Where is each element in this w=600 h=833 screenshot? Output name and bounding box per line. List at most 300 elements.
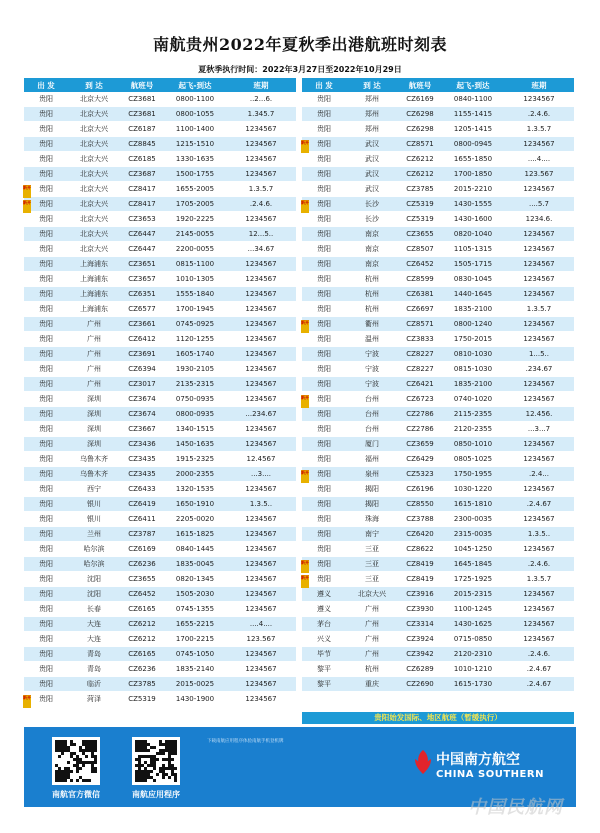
table-row xyxy=(302,602,574,617)
cell-days-text: 12.456. xyxy=(525,410,553,418)
cell-days-text: 1234567 xyxy=(245,380,277,388)
cell-to xyxy=(346,409,398,419)
cell-flight xyxy=(120,500,164,508)
cell-days-text: 1234567 xyxy=(245,680,277,688)
cell-time-text: 1655-2005 xyxy=(175,185,215,193)
cell-days xyxy=(504,665,574,673)
cell-from xyxy=(302,154,346,164)
table-row xyxy=(24,467,296,482)
cell-flight-text: CZ3651 xyxy=(128,260,156,268)
cell-days xyxy=(226,410,296,418)
cell-to-text: 广州 xyxy=(365,605,379,613)
cell-from-text: 贵阳 xyxy=(39,230,53,238)
new-route-badge: 新开 xyxy=(301,200,309,213)
qr-module xyxy=(76,779,79,782)
cell-time-text: 2120-2310 xyxy=(453,650,493,658)
cell-from xyxy=(24,199,68,209)
cell-from xyxy=(302,649,346,659)
cell-to xyxy=(346,559,398,569)
cell-from xyxy=(302,139,346,149)
cell-time-text: 1205-1415 xyxy=(453,125,493,133)
qr-module xyxy=(94,770,97,773)
cell-to xyxy=(346,274,398,284)
cell-flight-text: CZ3661 xyxy=(128,320,156,328)
qr-module xyxy=(174,779,177,782)
cell-days-text: 1234567 xyxy=(523,185,555,193)
cell-flight xyxy=(120,665,164,673)
cell-time xyxy=(442,560,504,568)
cell-to xyxy=(68,379,120,389)
cell-to xyxy=(346,379,398,389)
cell-days-text: 1.3.5.7 xyxy=(526,305,552,313)
qr-module xyxy=(153,779,156,782)
cell-flight xyxy=(120,680,164,688)
cell-time xyxy=(164,185,226,193)
cell-days-text: 1234567 xyxy=(523,290,555,298)
cell-from xyxy=(24,574,68,584)
cell-flight-text: CZ3674 xyxy=(128,410,156,418)
cell-from-text: 贵阳 xyxy=(317,425,331,433)
cell-from-text: 贵阳 xyxy=(39,665,53,673)
cell-flight-text: CZ6212 xyxy=(128,620,156,628)
cell-to-text: 北京大兴 xyxy=(80,230,108,238)
cell-to-text: 杭州 xyxy=(365,305,379,313)
cell-from xyxy=(302,544,346,554)
cell-flight xyxy=(398,440,442,448)
cell-time xyxy=(442,185,504,193)
brand-name-en: CHINA SOUTHERN xyxy=(436,769,544,780)
cell-to xyxy=(346,544,398,554)
qr-module xyxy=(79,767,82,770)
cell-from-text: 贵阳 xyxy=(317,260,331,268)
cell-time xyxy=(442,305,504,313)
cell-days-text: 1234567 xyxy=(523,485,555,493)
header-days: 班期 xyxy=(531,80,547,90)
cell-days xyxy=(504,620,574,628)
table-row xyxy=(302,467,574,482)
cell-days-text: 1234567 xyxy=(245,665,277,673)
cell-from-text: 贵阳 xyxy=(39,215,53,223)
cell-flight xyxy=(398,170,442,178)
cell-time xyxy=(442,395,504,403)
cell-time xyxy=(442,335,504,343)
cell-to xyxy=(68,469,120,479)
qr-module xyxy=(94,761,97,764)
cell-from xyxy=(24,304,68,314)
cell-flight-text: CZ6412 xyxy=(128,335,156,343)
cell-to xyxy=(346,499,398,509)
cell-to xyxy=(346,664,398,674)
cell-from xyxy=(24,499,68,509)
cell-days-text: 1234567 xyxy=(245,155,277,163)
cell-days-text: 1234567 xyxy=(523,635,555,643)
cell-days xyxy=(504,425,574,433)
cell-flight xyxy=(120,365,164,373)
cell-time xyxy=(442,320,504,328)
cell-to xyxy=(346,649,398,659)
cell-from xyxy=(302,229,346,239)
cell-time xyxy=(442,410,504,418)
cell-from-text: 贵阳 xyxy=(317,95,331,103)
cell-days-text: .2.4.67 xyxy=(526,665,552,673)
cell-flight xyxy=(398,155,442,163)
cell-from-text: 贵阳 xyxy=(39,605,53,613)
cell-to xyxy=(68,154,120,164)
cell-time-text: 2300-0035 xyxy=(453,515,493,523)
cell-to xyxy=(68,94,120,104)
cell-from xyxy=(302,379,346,389)
cell-from-text: 贵阳 xyxy=(39,635,53,643)
cell-flight xyxy=(398,95,442,103)
cell-from xyxy=(302,589,346,599)
cell-flight xyxy=(120,290,164,298)
cell-to-text: 长沙 xyxy=(365,215,379,223)
cell-from xyxy=(24,319,68,329)
cell-flight-text: CZ3833 xyxy=(406,335,434,343)
cell-flight-text: CZ8599 xyxy=(406,275,434,283)
cell-flight xyxy=(120,410,164,418)
cell-from xyxy=(302,244,346,254)
cell-to-text: 北京大兴 xyxy=(80,215,108,223)
cell-flight-text: CZ6452 xyxy=(406,260,434,268)
cell-to-text: 杭州 xyxy=(365,290,379,298)
cell-from xyxy=(24,544,68,554)
cell-from-text: 贵阳 xyxy=(317,275,331,283)
cell-to xyxy=(346,94,398,104)
new-route-badge: 新开 xyxy=(301,470,309,483)
cell-flight-text: CZ3674 xyxy=(128,395,156,403)
cell-days xyxy=(504,335,574,343)
cell-days-text: 1234567 xyxy=(245,350,277,358)
cell-flight xyxy=(398,650,442,658)
cell-from xyxy=(302,184,346,194)
table-row xyxy=(302,347,574,362)
cell-flight xyxy=(120,95,164,103)
cell-days xyxy=(504,635,574,643)
cell-time-text: 0715-0850 xyxy=(453,635,493,643)
new-route-badge: 新开 xyxy=(23,200,31,213)
cell-time xyxy=(164,545,226,553)
cell-time xyxy=(442,590,504,598)
qr-module xyxy=(58,755,61,758)
qr-module xyxy=(144,779,147,782)
cell-from-text: 贵阳 xyxy=(39,350,53,358)
cell-flight xyxy=(120,650,164,658)
cell-time xyxy=(442,215,504,223)
cell-time-text: 0840-1100 xyxy=(453,95,493,103)
header-time: 起飞-到达 xyxy=(456,80,490,90)
cell-flight-text: CZ6236 xyxy=(128,560,156,568)
cell-to xyxy=(68,349,120,359)
cell-flight-text: CZ6429 xyxy=(406,455,434,463)
cell-from xyxy=(24,259,68,269)
cell-days xyxy=(504,200,574,208)
cell-to xyxy=(68,319,120,329)
cell-to-text: 杭州 xyxy=(365,275,379,283)
cell-flight xyxy=(398,245,442,253)
cell-flight xyxy=(120,305,164,313)
cell-to xyxy=(346,424,398,434)
cell-to xyxy=(346,124,398,134)
cell-time xyxy=(164,410,226,418)
cell-time-text: 1120-1255 xyxy=(175,335,215,343)
cell-flight xyxy=(120,110,164,118)
cell-flight-text: CZ6169 xyxy=(406,95,434,103)
cell-from xyxy=(24,94,68,104)
cell-to-text: 深圳 xyxy=(87,395,101,403)
table-row xyxy=(302,287,574,302)
cell-flight-text: CZ3655 xyxy=(128,575,156,583)
cell-to-text: 广州 xyxy=(87,320,101,328)
cell-from xyxy=(302,169,346,179)
cell-to-text: 南京 xyxy=(365,230,379,238)
cell-time xyxy=(164,200,226,208)
cell-from xyxy=(24,394,68,404)
cell-from xyxy=(302,259,346,269)
cell-days xyxy=(504,110,574,118)
cell-from-text: 贵阳 xyxy=(39,620,53,628)
cell-from xyxy=(302,454,346,464)
cell-to-text: 北京大兴 xyxy=(80,170,108,178)
cell-from-text: 贵阳 xyxy=(317,530,331,538)
cell-to-text: 郑州 xyxy=(365,125,379,133)
cell-time xyxy=(164,395,226,403)
cell-to-text: 北京大兴 xyxy=(80,95,108,103)
cell-from-text: 贵阳 xyxy=(317,440,331,448)
table-row xyxy=(24,92,296,107)
cell-time xyxy=(164,575,226,583)
cell-flight xyxy=(398,680,442,688)
brand-name-cn: 中国南方航空 xyxy=(436,752,520,768)
table-row xyxy=(24,137,296,152)
cell-time xyxy=(164,95,226,103)
cell-days-text: 1234567 xyxy=(245,425,277,433)
cell-to xyxy=(346,184,398,194)
cell-days xyxy=(226,665,296,673)
cell-time xyxy=(164,680,226,688)
table-row xyxy=(24,212,296,227)
cell-from xyxy=(24,424,68,434)
wechat-qr-code[interactable] xyxy=(52,737,100,785)
cell-time-text: 1700-1945 xyxy=(175,305,215,313)
cell-days-text: ...3.... xyxy=(250,470,272,478)
cell-flight-text: CZ6298 xyxy=(406,125,434,133)
cell-flight xyxy=(398,620,442,628)
cell-from-text: 贵阳 xyxy=(317,215,331,223)
cell-from xyxy=(24,349,68,359)
cell-from-text: 贵阳 xyxy=(39,560,53,568)
cell-to-text: 深圳 xyxy=(87,410,101,418)
table-row xyxy=(24,572,296,587)
cell-flight xyxy=(398,605,442,613)
cell-flight-text: CZ6212 xyxy=(406,155,434,163)
cell-to xyxy=(68,589,120,599)
cell-time-text: 1100-1245 xyxy=(453,605,493,613)
table-row xyxy=(24,677,296,692)
app-qr-code[interactable] xyxy=(132,737,180,785)
cell-time xyxy=(164,170,226,178)
table-row xyxy=(24,107,296,122)
cell-flight-text: CZ3681 xyxy=(128,95,156,103)
cell-flight xyxy=(120,605,164,613)
cell-flight xyxy=(120,470,164,478)
cell-days-text: 1234567 xyxy=(245,695,277,703)
cell-to xyxy=(68,649,120,659)
cell-flight-text: CZ3785 xyxy=(406,185,434,193)
table-row xyxy=(24,392,296,407)
cell-to xyxy=(346,154,398,164)
cell-time xyxy=(442,365,504,373)
cell-time-text: 1930-2105 xyxy=(175,365,215,373)
cell-days xyxy=(226,470,296,478)
cell-days xyxy=(226,395,296,403)
cell-flight xyxy=(120,575,164,583)
cell-from-text: 贵阳 xyxy=(39,200,53,208)
cell-time xyxy=(164,275,226,283)
cell-to xyxy=(68,604,120,614)
cell-from xyxy=(302,424,346,434)
cell-to-text: 南宁 xyxy=(365,530,379,538)
left-schedule-table xyxy=(24,78,296,707)
cell-to-text: 揭阳 xyxy=(365,485,379,493)
cell-days-text: 1234567 xyxy=(523,395,555,403)
cell-time-text: 2015-0025 xyxy=(175,680,215,688)
cell-from xyxy=(302,409,346,419)
cell-days xyxy=(504,545,574,553)
cell-time-text: 0815-1100 xyxy=(175,260,215,268)
cell-flight xyxy=(398,335,442,343)
cell-days xyxy=(504,125,574,133)
cell-to xyxy=(68,229,120,239)
watermark: 中国民航网 xyxy=(468,797,563,818)
cell-flight-text: CZ6577 xyxy=(128,305,156,313)
cell-from xyxy=(24,289,68,299)
cell-from-text: 贵阳 xyxy=(317,500,331,508)
table-row xyxy=(24,497,296,512)
cell-to-text: 沈阳 xyxy=(87,590,101,598)
cell-time-text: 0745-1355 xyxy=(175,605,215,613)
cell-flight xyxy=(398,545,442,553)
cell-time-text: 1430-1625 xyxy=(453,620,493,628)
cell-days xyxy=(504,500,574,508)
cell-days-text: 1234567 xyxy=(245,335,277,343)
cell-days xyxy=(226,545,296,553)
cell-from-text: 贵阳 xyxy=(39,170,53,178)
cell-time-text: 1030-1220 xyxy=(453,485,493,493)
cell-to-text: 郑州 xyxy=(365,110,379,118)
cell-time-text: 1105-1315 xyxy=(453,245,493,253)
cell-from-text: 贵阳 xyxy=(39,365,53,373)
cell-days-text: 1.3.5.. xyxy=(249,500,273,508)
qr-module xyxy=(150,770,153,773)
cell-to xyxy=(346,289,398,299)
cell-days-text: 1.3.5.. xyxy=(527,530,551,538)
cell-days-text: 1234567 xyxy=(523,620,555,628)
table-row xyxy=(302,212,574,227)
cell-flight-text: CZ3436 xyxy=(128,440,156,448)
cell-days xyxy=(226,425,296,433)
cell-from-text: 贵阳 xyxy=(39,515,53,523)
header-time: 起飞-到达 xyxy=(178,80,212,90)
cell-to-text: 武汉 xyxy=(365,185,379,193)
cell-flight-text: CZ8417 xyxy=(128,185,156,193)
cell-to xyxy=(346,574,398,584)
cell-from-text: 茅台 xyxy=(317,620,331,628)
cell-time-text: 1835-2140 xyxy=(175,665,215,673)
cell-days-text: 1234567 xyxy=(523,455,555,463)
cell-to-text: 广州 xyxy=(87,350,101,358)
cell-to-text: 长春 xyxy=(87,605,101,613)
cell-flight-text: CZ6351 xyxy=(128,290,156,298)
cell-flight-text: CZ6169 xyxy=(128,545,156,553)
cell-from-text: 贵阳 xyxy=(39,335,53,343)
cell-days xyxy=(226,305,296,313)
cell-flight xyxy=(120,590,164,598)
cell-flight-text: CZ6697 xyxy=(406,305,434,313)
table-row xyxy=(24,182,296,197)
cell-from xyxy=(302,304,346,314)
cell-from xyxy=(24,124,68,134)
cell-to xyxy=(68,454,120,464)
cell-from xyxy=(302,349,346,359)
cell-flight xyxy=(398,455,442,463)
cell-time xyxy=(442,245,504,253)
left-rows xyxy=(24,92,296,707)
cell-flight-text: CZ3435 xyxy=(128,455,156,463)
cell-days xyxy=(226,230,296,238)
cell-from-text: 遵义 xyxy=(317,605,331,613)
cell-to-text: 郑州 xyxy=(365,95,379,103)
cell-flight-text: CZ6165 xyxy=(128,605,156,613)
cell-time xyxy=(442,380,504,388)
cell-flight-text: CZ6236 xyxy=(128,665,156,673)
cell-time xyxy=(164,245,226,253)
cell-days-text: 1234567 xyxy=(245,140,277,148)
cell-time xyxy=(164,500,226,508)
cell-to xyxy=(68,679,120,689)
cell-days-text: 1.3.5.7 xyxy=(526,575,552,583)
table-row xyxy=(302,587,574,602)
cell-to xyxy=(346,484,398,494)
cell-from-text: 遵义 xyxy=(317,590,331,598)
cell-to xyxy=(68,334,120,344)
new-route-badge: 新开 xyxy=(23,185,31,198)
table-row xyxy=(302,182,574,197)
cell-days xyxy=(226,275,296,283)
cell-from-text: 贵阳 xyxy=(39,695,53,703)
cell-days xyxy=(504,170,574,178)
cell-time-text: 2015-2210 xyxy=(453,185,493,193)
cell-flight xyxy=(120,170,164,178)
cell-from-text: 贵阳 xyxy=(317,575,331,583)
cell-flight xyxy=(398,560,442,568)
cell-flight-text: CZ3787 xyxy=(128,530,156,538)
cell-time-text: 0745-1050 xyxy=(175,650,215,658)
cell-to-text: 青岛 xyxy=(87,665,101,673)
cell-flight xyxy=(120,140,164,148)
cell-time xyxy=(164,380,226,388)
cell-days xyxy=(504,260,574,268)
cell-flight xyxy=(120,215,164,223)
cell-days xyxy=(226,350,296,358)
table-row xyxy=(302,317,574,332)
table-row xyxy=(24,242,296,257)
cell-days-text: 1234567 xyxy=(523,140,555,148)
cell-days-text: 1.345.7 xyxy=(247,110,275,118)
new-route-badge: 新开 xyxy=(23,695,31,708)
cell-from-text: 贵阳 xyxy=(317,155,331,163)
table-row xyxy=(24,227,296,242)
